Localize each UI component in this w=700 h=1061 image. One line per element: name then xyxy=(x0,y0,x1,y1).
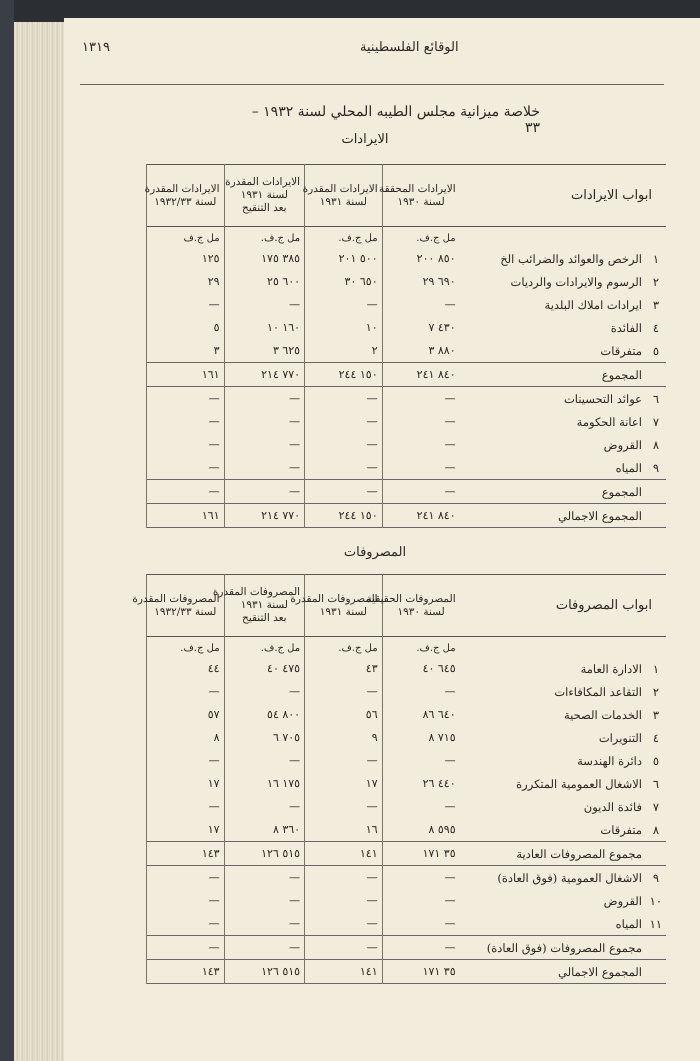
cell-value: — xyxy=(382,293,460,316)
column-header: المصروفات المقدرة لسنة ١٩٣١ بعد التنقيح xyxy=(224,575,305,637)
cell-value: — xyxy=(224,293,305,316)
row-label: القروض xyxy=(603,893,642,908)
row-number: ٨ xyxy=(652,437,660,452)
table-row xyxy=(147,247,667,270)
unit-label: مل ج.ف. xyxy=(224,637,305,658)
row-number: ٣ xyxy=(652,297,660,312)
cell-value: ١٦ xyxy=(305,818,383,842)
units-row xyxy=(147,227,667,248)
cell-value: — xyxy=(224,912,305,936)
row-label: المجموع الاجمالي xyxy=(558,508,642,523)
subtotal-row xyxy=(147,480,667,504)
cell-value: — xyxy=(224,866,305,890)
cell-value: ٨ xyxy=(147,726,225,749)
cell-value: ٢٩ xyxy=(147,270,225,293)
row-label: المجموع الاجمالي xyxy=(558,964,642,979)
cell-value: ٦٩٠ ٢٩ xyxy=(382,270,460,293)
cell-value: ٧٠٥ ٦ xyxy=(224,726,305,749)
table-row xyxy=(147,889,667,912)
cell-value: — xyxy=(382,680,460,703)
table-row xyxy=(147,456,667,480)
row-number: ١١ xyxy=(649,916,662,931)
cell-value: — xyxy=(305,410,383,433)
row-label: التنويرات xyxy=(598,730,642,745)
revenue-table xyxy=(146,164,666,528)
column-header: الايرادات المقدرة لسنة ١٩٣١ xyxy=(305,165,383,227)
cell-value: ١٥٠ ٢٤٤ xyxy=(305,504,383,528)
unit-label: مل ج.ف. xyxy=(305,227,383,248)
row-label: دائرة الهندسة xyxy=(577,753,642,768)
cell-value: ٦٤٥ ٤٠ xyxy=(382,657,460,680)
cell-value: — xyxy=(147,866,225,890)
cell-value: ١٦١ xyxy=(147,504,225,528)
table-row xyxy=(147,749,667,772)
row-label: الاشغال العمومية (فوق العادة) xyxy=(497,870,642,885)
cell-value: ٣ xyxy=(147,339,225,363)
row-label: الادارة العامة xyxy=(580,661,642,676)
row-label: ايرادات املاك البلدية xyxy=(544,297,642,312)
expenditure-section-title: المصروفات xyxy=(343,545,407,560)
row-label: المجموع xyxy=(601,484,642,499)
row-label: عوائد التحسينات xyxy=(563,391,642,406)
book-cover-edge xyxy=(0,0,14,1061)
row-number: ٧ xyxy=(652,414,660,429)
cell-value: — xyxy=(305,936,383,960)
cell-value: ٣٨٥ ١٧٥ xyxy=(224,247,305,270)
cell-value: — xyxy=(382,456,460,480)
cell-value: — xyxy=(147,293,225,316)
cell-value: ٤٣ xyxy=(305,657,383,680)
cell-value: — xyxy=(224,749,305,772)
table-row xyxy=(147,293,667,316)
cell-value: — xyxy=(382,889,460,912)
cell-value: ١٤٣ xyxy=(147,842,225,866)
table-row xyxy=(147,433,667,456)
row-label: التقاعد المكافاءات xyxy=(554,684,642,699)
column-header: المصروفات المقدرة لسنة ١٩٣٢/٣٣ xyxy=(147,575,225,637)
cell-value: — xyxy=(147,749,225,772)
cell-value: ٥١٥ ١٢٦ xyxy=(224,960,305,984)
table-row xyxy=(147,703,667,726)
cell-value: ١٧ xyxy=(147,818,225,842)
cell-value: ٨٥٠ ٢٠٠ xyxy=(382,247,460,270)
row-number: ٦ xyxy=(652,776,660,791)
row-label: متفرقات xyxy=(600,822,642,837)
row-label: مجموع المصروفات العادية xyxy=(516,846,642,861)
cell-value: ٨٤٠ ٢٤١ xyxy=(382,504,460,528)
revenue-section-title: الايرادات xyxy=(341,132,389,147)
cell-value: — xyxy=(147,433,225,456)
cell-value: — xyxy=(147,889,225,912)
row-number: ٣ xyxy=(652,707,660,722)
cell-value: ٣٥ ١٧١ xyxy=(382,842,460,866)
cell-value: — xyxy=(305,749,383,772)
row-number: ١٠ xyxy=(649,893,662,908)
column-header: الايرادات المحققة لسنة ١٩٣٠ xyxy=(382,165,460,227)
row-label: الفائدة xyxy=(610,320,642,335)
cell-value: — xyxy=(305,912,383,936)
expenditure-table xyxy=(132,574,666,984)
cell-value: ٧٧٠ ٢١٤ xyxy=(224,504,305,528)
cell-value: — xyxy=(305,866,383,890)
row-label: الرخص والعوائد والضرائب الخ xyxy=(500,251,642,266)
row-label: المياه xyxy=(615,460,642,475)
cell-value: ٥٠٠ ٢٠١ xyxy=(305,247,383,270)
cell-value: ١٠ xyxy=(305,316,383,339)
row-number: ٥ xyxy=(652,343,660,358)
row-number: ٩ xyxy=(652,460,660,475)
cell-value: ٢ xyxy=(305,339,383,363)
table-row xyxy=(147,866,667,890)
cell-value: — xyxy=(305,456,383,480)
cell-value: ١٤٣ xyxy=(147,960,225,984)
cell-value: — xyxy=(382,795,460,818)
cell-value: ٤٤٠ ٢٦ xyxy=(382,772,460,795)
cell-value: — xyxy=(382,410,460,433)
cell-value: — xyxy=(382,480,460,504)
unit-label: مل ج.ف. xyxy=(147,637,225,658)
column-header-label: ابواب المصروفات xyxy=(555,598,652,613)
unit-label: مل ج.ف. xyxy=(382,637,460,658)
table-row xyxy=(147,912,667,936)
subtotal-row xyxy=(147,936,667,960)
table-row xyxy=(147,680,667,703)
table-header-row xyxy=(147,165,667,227)
cell-value: ١٦٠ ١٠ xyxy=(224,316,305,339)
row-number: ٤ xyxy=(652,320,660,335)
column-header: الايرادات المقدرة لسنة ١٩٣٢/٣٣ xyxy=(147,165,225,227)
cell-value: ١٢٥ xyxy=(147,247,225,270)
cell-value: ٩ xyxy=(305,726,383,749)
row-number: ٤ xyxy=(652,730,660,745)
table-row xyxy=(147,270,667,293)
cell-value: — xyxy=(305,433,383,456)
column-header: الايرادات المقدرة لسنة ١٩٣١ بعد التنقيح xyxy=(224,165,305,227)
cell-value: — xyxy=(305,480,383,504)
row-label: المياه xyxy=(615,916,642,931)
cell-value: — xyxy=(147,480,225,504)
grand-total-row xyxy=(147,960,667,984)
row-label: اعانة الحكومة xyxy=(576,414,642,429)
cell-value: ١٤١ xyxy=(305,960,383,984)
unit-label: مل ج.ف. xyxy=(305,637,383,658)
cell-value: ٣٥ ١٧١ xyxy=(382,960,460,984)
page-number: ١٣١٩ xyxy=(82,40,110,55)
cell-value: — xyxy=(305,387,383,411)
cell-value: — xyxy=(147,410,225,433)
cell-value: ٦٥٠ ٣٠ xyxy=(305,270,383,293)
cell-value: — xyxy=(382,749,460,772)
cell-value: — xyxy=(147,912,225,936)
cell-value: ٨٨٠ ٣ xyxy=(382,339,460,363)
cell-value: ٦٠٠ ٢٥ xyxy=(224,270,305,293)
cell-value: — xyxy=(147,456,225,480)
cell-value: ١٧٥ ١٦ xyxy=(224,772,305,795)
unit-label: مل ج.ف. xyxy=(224,227,305,248)
cell-value: — xyxy=(382,433,460,456)
cell-value: — xyxy=(147,795,225,818)
cell-value: — xyxy=(224,680,305,703)
row-number: ٢ xyxy=(652,684,660,699)
row-label: مجموع المصروفات (فوق العادة) xyxy=(486,940,642,955)
table-row xyxy=(147,795,667,818)
table-row xyxy=(147,818,667,842)
cell-value: — xyxy=(147,936,225,960)
cell-value: — xyxy=(224,387,305,411)
cell-value: — xyxy=(305,889,383,912)
row-label: الرسوم والايرادات والرديات xyxy=(510,274,642,289)
cell-value: — xyxy=(382,912,460,936)
cell-value: ٥٧ xyxy=(147,703,225,726)
cell-value: ٥٩٥ ٨ xyxy=(382,818,460,842)
cell-value: ٦٤٠ ٨٦ xyxy=(382,703,460,726)
cell-value: ١٧ xyxy=(147,772,225,795)
table-row xyxy=(147,316,667,339)
row-number: ٨ xyxy=(652,822,660,837)
cell-value: — xyxy=(224,936,305,960)
row-label: الاشغال العمومية المتكررة xyxy=(516,776,642,791)
cell-value: — xyxy=(224,456,305,480)
row-label: فائدة الديون xyxy=(583,799,642,814)
cell-value: — xyxy=(224,433,305,456)
subtotal-row xyxy=(147,842,667,866)
column-header-label: ابواب الايرادات xyxy=(571,188,652,203)
subtotal-row xyxy=(147,363,667,387)
column-header: المصروفات المقدرة لسنة ١٩٣١ xyxy=(305,575,383,637)
cell-value: — xyxy=(305,680,383,703)
header-rule xyxy=(80,84,664,85)
cell-value: ٣٦٠ ٨ xyxy=(224,818,305,842)
cell-value: ٤٤ xyxy=(147,657,225,680)
table-header-row xyxy=(147,575,667,637)
cell-value: ١٤١ xyxy=(305,842,383,866)
row-number: ٦ xyxy=(652,391,660,406)
cell-value: — xyxy=(382,387,460,411)
table-row xyxy=(147,410,667,433)
document-title: خلاصة ميزانية مجلس الطيبه المحلي لسنة ١٩٣٢ – ٣٣ xyxy=(251,104,540,136)
cell-value: — xyxy=(305,293,383,316)
cell-value: ٤٣٠ ٧ xyxy=(382,316,460,339)
cell-value: ٥ xyxy=(147,316,225,339)
row-number: ٥ xyxy=(652,753,660,768)
cell-value: ٧٧٠ ٢١٤ xyxy=(224,363,305,387)
row-number: ١ xyxy=(652,251,660,266)
table-row xyxy=(147,772,667,795)
cell-value: ٤٧٥ ٤٠ xyxy=(224,657,305,680)
journal-name: الوقائع الفلسطينية xyxy=(360,40,459,55)
cell-value: ١٥٠ ٢٤٤ xyxy=(305,363,383,387)
cell-value: ٨٤٠ ٢٤١ xyxy=(382,363,460,387)
cell-value: — xyxy=(382,936,460,960)
units-row xyxy=(147,637,667,658)
cell-value: — xyxy=(224,795,305,818)
cell-value: ٦٢٥ ٣ xyxy=(224,339,305,363)
cell-value: — xyxy=(382,866,460,890)
grand-total-row xyxy=(147,504,667,528)
cell-value: ١٧ xyxy=(305,772,383,795)
unit-label: مل ج.ف. xyxy=(382,227,460,248)
cell-value: ٥٦ xyxy=(305,703,383,726)
row-number: ٢ xyxy=(652,274,660,289)
cell-value: — xyxy=(224,410,305,433)
table-row xyxy=(147,387,667,411)
cell-value: ٧١٥ ٨ xyxy=(382,726,460,749)
row-number: ٧ xyxy=(652,799,660,814)
cell-value: — xyxy=(224,480,305,504)
column-header: المصروفات الحقيقية لسنة ١٩٣٠ xyxy=(382,575,460,637)
row-label: متفرقات xyxy=(600,343,642,358)
cell-value: ٨٠٠ ٥٤ xyxy=(224,703,305,726)
row-number: ١ xyxy=(652,661,660,676)
table-row xyxy=(147,339,667,363)
table-row xyxy=(147,657,667,680)
cell-value: — xyxy=(224,889,305,912)
cell-value: ٥١٥ ١٢٦ xyxy=(224,842,305,866)
row-label: القروض xyxy=(603,437,642,452)
cell-value: ١٦١ xyxy=(147,363,225,387)
row-number: ٩ xyxy=(652,870,660,885)
row-label: المجموع xyxy=(601,367,642,382)
cell-value: — xyxy=(305,795,383,818)
row-label: الخدمات الصحية xyxy=(563,707,642,722)
cell-value: — xyxy=(147,387,225,411)
unit-label: مل ج.ف xyxy=(147,227,225,248)
cell-value: — xyxy=(147,680,225,703)
table-row xyxy=(147,726,667,749)
